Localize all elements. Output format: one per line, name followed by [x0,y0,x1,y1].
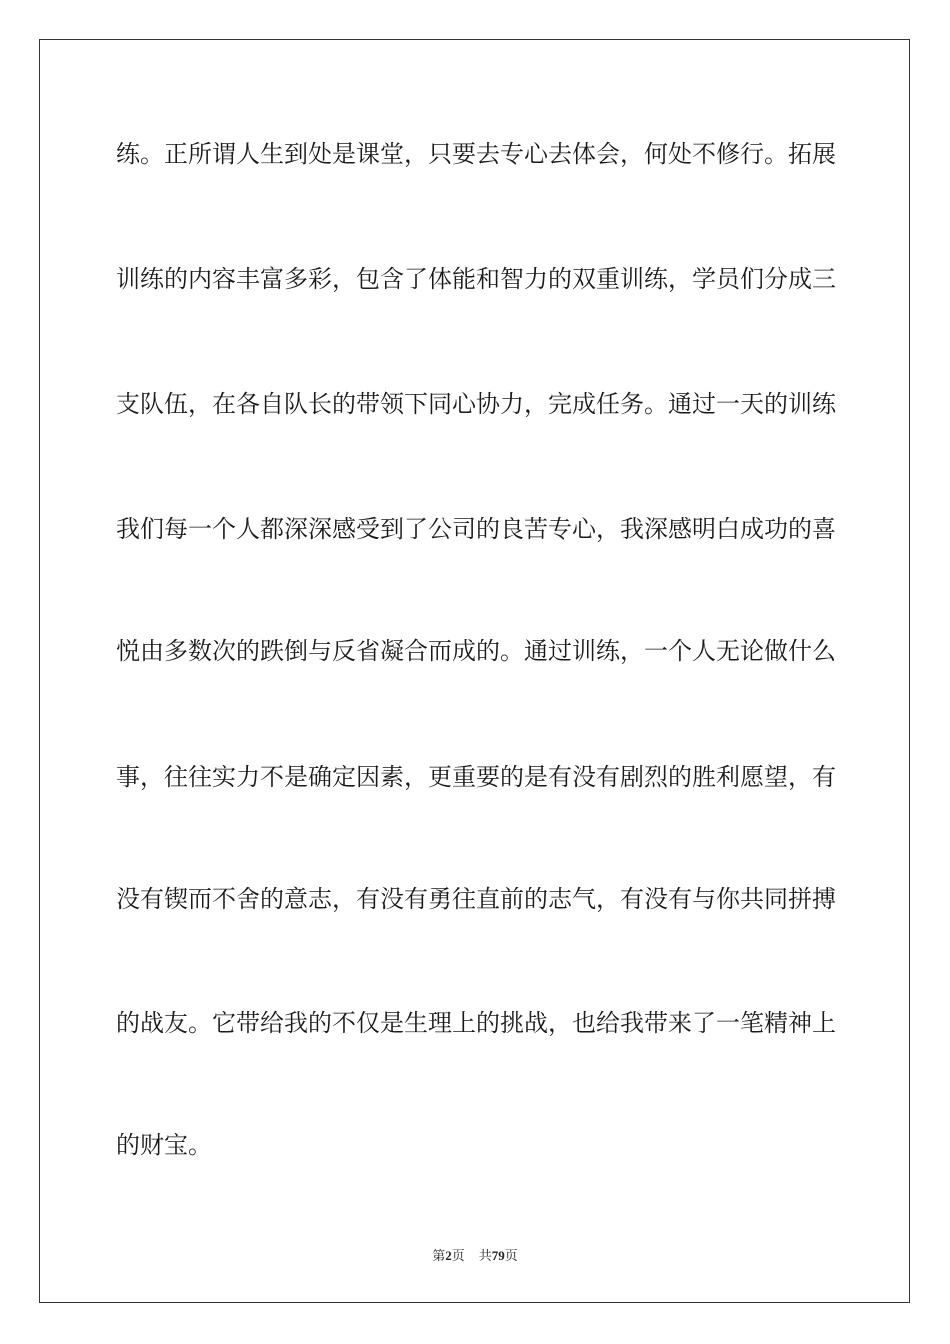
total-prefix: 共 [478,1249,492,1264]
body-text-line-5: 悦由多数次的跌倒与反省凝合而成的。通过训练，一个人无论做什么 [116,637,836,665]
body-text-line-4: 我们每一个人都深深感受到了公司的良苦专心，我深感明白成功的喜 [116,515,836,543]
page-prefix: 第 [432,1249,446,1264]
body-text-line-8: 的战友。它带给我的不仅是生理上的挑战，也给我带来了一笔精神上 [116,1009,836,1037]
total-suffix: 页 [504,1249,518,1264]
page-border [39,39,910,1303]
page-suffix: 页 [451,1249,465,1264]
body-text-line-2: 训练的内容丰富多彩，包含了体能和智力的双重训练，学员们分成三 [116,265,836,293]
total-pages: 79 [491,1248,505,1263]
body-text-line-6: 事，往往实力不是确定因素，更重要的是有没有剧烈的胜利愿望，有 [116,763,836,791]
page-footer [0,1248,950,1265]
body-text-line-7: 没有锲而不舍的意志，有没有勇往直前的志气，有没有与你共同拼搏 [116,885,836,913]
body-text-line-3: 支队伍，在各自队长的带领下同心协力，完成任务。通过一天的训练 [116,390,836,418]
page-number: 2 [445,1248,452,1263]
body-text-line-9: 的财宝。 [116,1131,212,1159]
body-text-line-1: 练。正所谓人生到处是课堂，只要去专心去体会，何处不修行。拓展 [116,140,836,168]
